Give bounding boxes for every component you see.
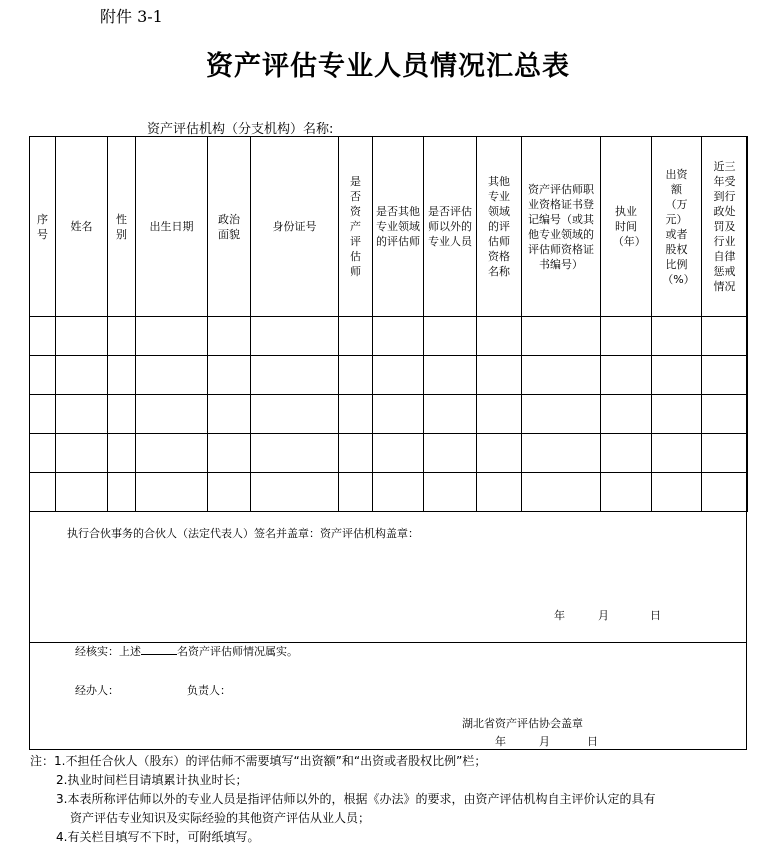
table-cell[interactable] (373, 317, 424, 356)
col-header-political-status: 政治面貌 (208, 137, 251, 317)
verification-statement (75, 643, 298, 659)
table-cell[interactable] (108, 395, 136, 434)
table-cell[interactable] (56, 395, 108, 434)
table-cell[interactable] (601, 395, 652, 434)
col-header-id-number: 身份证号 (251, 137, 339, 317)
sign-day-label: 日 (650, 609, 661, 622)
note-item: 3.本表所称评估师以外的专业人员是指评估师以外的，根据《办法》的要求，由资产评估机构自主评价认定的具有 (56, 792, 656, 806)
sign-year-label: 年 (554, 609, 565, 622)
table-cell[interactable] (108, 356, 136, 395)
verify-prefix: 经核实：上述 (75, 645, 141, 658)
responsible-label: 负责人： (187, 684, 231, 697)
handler-label: 经办人： (75, 684, 119, 697)
table-cell[interactable] (136, 395, 208, 434)
sign-month-label: 月 (598, 609, 609, 622)
table-cell[interactable] (30, 395, 56, 434)
verify-suffix: 名资产评估师情况属实。 (177, 645, 298, 658)
sign-date (554, 607, 661, 623)
seal-year-label: 年 (495, 735, 506, 748)
table-cell[interactable] (702, 356, 748, 395)
table-cell[interactable] (339, 317, 373, 356)
table-cell[interactable] (30, 317, 56, 356)
page-title: 资产评估专业人员情况汇总表 (206, 51, 570, 82)
col-header-other-qualification: 其他专业领域的评估师资格名称 (477, 137, 522, 317)
table-cell[interactable] (251, 434, 339, 473)
seal-month-label: 月 (539, 735, 550, 748)
table-cell[interactable] (601, 473, 652, 512)
table-cell[interactable] (477, 395, 522, 434)
table-cell[interactable] (251, 395, 339, 434)
table-cell[interactable] (30, 434, 56, 473)
table-cell[interactable] (251, 317, 339, 356)
table-cell[interactable] (522, 473, 601, 512)
col-header-index: 序号 (30, 137, 56, 317)
table-cell[interactable] (30, 356, 56, 395)
table-cell[interactable] (522, 434, 601, 473)
notes (30, 752, 655, 847)
attachment-label: 附件 3-1 (100, 7, 163, 26)
table-cell[interactable] (424, 473, 477, 512)
org-name-label: 资产评估机构（分支机构）名称: (147, 122, 334, 137)
table-cell[interactable] (652, 317, 702, 356)
table-cell[interactable] (56, 356, 108, 395)
note-item: 2.执业时间栏目请填累计执业时长； (56, 773, 248, 787)
table-cell[interactable] (251, 473, 339, 512)
table-cell[interactable] (56, 317, 108, 356)
table-cell[interactable] (339, 434, 373, 473)
seal-date (495, 733, 598, 749)
col-header-is-appraiser: 是否资产评估师 (339, 137, 373, 317)
verification-section (29, 643, 747, 750)
table-cell[interactable] (373, 473, 424, 512)
table-cell[interactable] (424, 395, 477, 434)
table-cell[interactable] (30, 473, 56, 512)
table-cell[interactable] (373, 395, 424, 434)
table-cell[interactable] (108, 317, 136, 356)
table-cell[interactable] (373, 356, 424, 395)
table-cell[interactable] (522, 356, 601, 395)
table-cell[interactable] (652, 356, 702, 395)
appraiser-count-blank[interactable] (141, 644, 177, 655)
note-item: 资产评估专业知识及实际经验的其他资产评估从业人员； (70, 811, 371, 825)
table-cell[interactable] (339, 356, 373, 395)
partner-sign-label: 执行合伙事务的合伙人（法定代表人）签名并盖章：资产评估机构盖章： (67, 527, 419, 540)
table-cell[interactable] (136, 434, 208, 473)
table-cell[interactable] (522, 395, 601, 434)
table-cell[interactable] (424, 317, 477, 356)
table-cell[interactable] (702, 434, 748, 473)
table-cell[interactable] (136, 317, 208, 356)
table-cell[interactable] (136, 473, 208, 512)
table-cell[interactable] (136, 356, 208, 395)
table-cell[interactable] (652, 473, 702, 512)
table-cell[interactable] (208, 434, 251, 473)
association-seal-label: 湖北省资产评估协会盖章 (462, 717, 583, 730)
table-cell[interactable] (477, 317, 522, 356)
table-cell[interactable] (339, 473, 373, 512)
staff-table (29, 136, 748, 512)
table-cell[interactable] (208, 395, 251, 434)
table-cell[interactable] (702, 317, 748, 356)
table-header-row (30, 137, 748, 317)
table-cell[interactable] (601, 434, 652, 473)
table-row (30, 395, 748, 434)
note-item: 4.有关栏目填写不下时，可附纸填写。 (56, 830, 260, 844)
table-cell[interactable] (108, 473, 136, 512)
table-cell[interactable] (477, 356, 522, 395)
table-cell[interactable] (702, 473, 748, 512)
table-cell[interactable] (424, 356, 477, 395)
table-cell[interactable] (702, 395, 748, 434)
seal-day-label: 日 (587, 735, 598, 748)
table-row (30, 317, 748, 356)
table-cell[interactable] (373, 434, 424, 473)
table-cell[interactable] (208, 317, 251, 356)
table-cell[interactable] (208, 473, 251, 512)
table-cell[interactable] (339, 395, 373, 434)
table-cell[interactable] (601, 317, 652, 356)
table-cell[interactable] (56, 434, 108, 473)
note-item: 注：1.不担任合伙人（股东）的评估师不需要填写“出资额”和“出资或者股权比例”栏； (30, 754, 487, 768)
table-cell[interactable] (652, 395, 702, 434)
table-cell[interactable] (652, 434, 702, 473)
col-header-capital: 出资额（万元）或者股权比例（%） (652, 137, 702, 317)
table-cell[interactable] (56, 473, 108, 512)
table-cell[interactable] (477, 434, 522, 473)
col-header-name: 姓名 (56, 137, 108, 317)
table-cell[interactable] (477, 473, 522, 512)
table-cell[interactable] (251, 356, 339, 395)
col-header-penalties: 近三年受到行政处罚及行业自律惩戒情况 (702, 137, 748, 317)
col-header-other-field-appraiser: 是否其他专业领域的评估师 (373, 137, 424, 317)
table-cell[interactable] (601, 356, 652, 395)
col-header-practice-years: 执业时间（年） (601, 137, 652, 317)
col-header-gender: 性别 (108, 137, 136, 317)
table-cell[interactable] (208, 356, 251, 395)
table-row (30, 473, 748, 512)
col-header-certificate-number: 资产评估师职业资格证书登记编号（或其他专业领域的评估师资格证书编号） (522, 137, 601, 317)
table-cell[interactable] (108, 434, 136, 473)
table-cell[interactable] (522, 317, 601, 356)
table-row (30, 356, 748, 395)
col-header-birthdate: 出生日期 (136, 137, 208, 317)
col-header-other-professional: 是否评估师以外的专业人员 (424, 137, 477, 317)
partner-sign-section (29, 513, 747, 643)
table-cell[interactable] (424, 434, 477, 473)
table-row (30, 434, 748, 473)
